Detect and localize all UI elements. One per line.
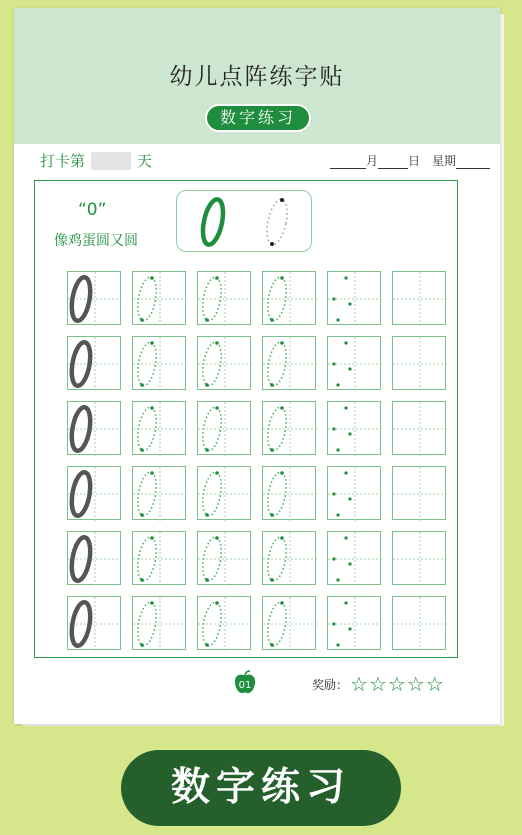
cell-guide (393, 272, 447, 326)
start-dot (280, 406, 284, 410)
grid-cell-blank[interactable] (392, 596, 446, 650)
month-label: 月 (365, 154, 378, 168)
day-field[interactable] (378, 156, 408, 169)
grid-cell-dotted-trace[interactable] (262, 401, 316, 455)
cell-guide (133, 337, 187, 391)
cell-guide (328, 337, 382, 391)
guide-dot (332, 492, 335, 495)
grid-cell-start-dots[interactable] (327, 401, 381, 455)
checkin-suffix: 天 (137, 152, 153, 170)
grid-cell-dotted-trace[interactable] (132, 401, 186, 455)
cell-guide (68, 532, 122, 586)
start-dot (280, 536, 284, 540)
guide-dot (344, 276, 347, 279)
grid-cell-solid-model[interactable] (67, 531, 121, 585)
grid-cell-dotted-trace[interactable] (132, 596, 186, 650)
end-dot (270, 318, 274, 322)
guide-dot (344, 601, 347, 604)
cell-guide (68, 272, 122, 326)
bottom-banner: 数字练习 (121, 750, 401, 826)
solid-zero-green (199, 198, 226, 247)
grid-cell-dotted-trace[interactable] (197, 336, 251, 390)
cell-guide (198, 532, 252, 586)
grid-cell-blank[interactable] (392, 531, 446, 585)
grid-cell-dotted-trace[interactable] (262, 336, 316, 390)
cell-guide (68, 402, 122, 456)
guide-dot (336, 383, 339, 386)
start-dot (280, 471, 284, 475)
checkin-line (40, 150, 152, 171)
grid-cell-dotted-trace[interactable] (197, 401, 251, 455)
start-dot (150, 601, 154, 605)
end-dot (205, 448, 209, 452)
grid-cell-dotted-trace[interactable] (197, 271, 251, 325)
cell-guide (263, 532, 317, 586)
cell-guide (263, 272, 317, 326)
end-dot (140, 643, 144, 647)
end-dot (270, 578, 274, 582)
end-dot (140, 513, 144, 517)
page-number: 01 (238, 680, 252, 691)
cell-guide (133, 597, 187, 651)
grid-cell-dotted-trace[interactable] (197, 596, 251, 650)
grid-cell-start-dots[interactable] (327, 336, 381, 390)
start-dot (215, 601, 219, 605)
day-label: 日 (407, 154, 420, 168)
checkin-prefix: 打卡第 (40, 152, 86, 170)
grid-cell-blank[interactable] (392, 466, 446, 520)
cell-guide (198, 467, 252, 521)
guide-dot (332, 427, 335, 430)
guide-dot (348, 302, 351, 305)
grid-cell-start-dots[interactable] (327, 271, 381, 325)
grid-cell-dotted-trace[interactable] (197, 531, 251, 585)
cell-guide (328, 402, 382, 456)
start-dot (150, 406, 154, 410)
grid-cell-dotted-trace[interactable] (197, 466, 251, 520)
end-dot (270, 383, 274, 387)
header-band (14, 8, 500, 144)
digit-rhyme: 像鸡蛋圆又圆 (54, 233, 138, 249)
cell-guide (263, 597, 317, 651)
month-field[interactable] (330, 156, 366, 169)
end-dot (205, 643, 209, 647)
guide-dot (348, 367, 351, 370)
guide-dot (348, 497, 351, 500)
start-dot (215, 276, 219, 280)
cell-guide (263, 467, 317, 521)
end-dot (140, 383, 144, 387)
start-dot (280, 276, 284, 280)
cell-guide (133, 532, 187, 586)
guide-dot (344, 341, 347, 344)
grid-cell-blank[interactable] (392, 336, 446, 390)
cell-guide (393, 337, 447, 391)
end-dot (140, 318, 144, 322)
start-dot (150, 276, 154, 280)
guide-dot (332, 557, 335, 560)
start-dot (150, 471, 154, 475)
page-title: 幼儿点阵练字贴 (169, 64, 345, 90)
cell-guide (263, 337, 317, 391)
end-dot (140, 578, 144, 582)
digit-quote: “0” (78, 200, 107, 220)
start-dot (215, 536, 219, 540)
guide-dot (336, 513, 339, 516)
cell-guide (68, 337, 122, 391)
grid-cell-dotted-trace[interactable] (132, 466, 186, 520)
grid-cell-blank[interactable] (392, 401, 446, 455)
cell-guide (68, 597, 122, 651)
guide-dot (344, 471, 347, 474)
cell-guide (393, 402, 447, 456)
grid-cell-dotted-trace[interactable] (132, 336, 186, 390)
start-dot (280, 198, 284, 202)
start-dot (280, 341, 284, 345)
stroke-demo-box (176, 190, 312, 252)
cell-guide (133, 272, 187, 326)
grid-cell-dotted-trace[interactable] (132, 531, 186, 585)
cell-guide (198, 402, 252, 456)
apple-icon (232, 670, 258, 696)
start-dot (215, 406, 219, 410)
cell-guide (328, 467, 382, 521)
start-dot (150, 341, 154, 345)
guide-dot (336, 643, 339, 646)
subtitle-badge: 数字练习 (205, 104, 311, 132)
start-dot (215, 341, 219, 345)
cell-guide (198, 597, 252, 651)
guide-dot (336, 448, 339, 451)
cell-guide (328, 532, 382, 586)
start-dot (215, 471, 219, 475)
date-line (330, 152, 490, 169)
grid-cell-dotted-trace[interactable] (262, 271, 316, 325)
end-dot (205, 578, 209, 582)
guide-dot (348, 562, 351, 565)
cell-guide (68, 467, 122, 521)
grid-cell-solid-model[interactable] (67, 596, 121, 650)
cell-guide (133, 402, 187, 456)
grid-cell-dotted-trace[interactable] (262, 596, 316, 650)
end-dot (140, 448, 144, 452)
cell-guide (198, 337, 252, 391)
cell-guide (133, 467, 187, 521)
cell-guide (263, 402, 317, 456)
cell-guide (393, 532, 447, 586)
grid-cell-dotted-trace[interactable] (262, 466, 316, 520)
weekday-label: 星期 (431, 154, 456, 168)
reward-label: 奖励： (312, 677, 349, 692)
start-dot (280, 601, 284, 605)
grid-cell-dotted-trace[interactable] (262, 531, 316, 585)
grid-cell-start-dots[interactable] (327, 466, 381, 520)
reward-stars[interactable]: ☆☆☆☆☆ (350, 672, 445, 696)
guide-dot (348, 627, 351, 630)
cell-guide (198, 272, 252, 326)
grid-cell-start-dots[interactable] (327, 596, 381, 650)
guide-dot (336, 318, 339, 321)
grid-cell-start-dots[interactable] (327, 531, 381, 585)
grid-cell-solid-model[interactable] (67, 466, 121, 520)
checkin-day-field[interactable] (91, 152, 131, 170)
weekday-field[interactable] (456, 156, 490, 169)
grid-cell-solid-model[interactable] (67, 401, 121, 455)
end-dot (270, 448, 274, 452)
end-dot (270, 513, 274, 517)
guide-dot (344, 536, 347, 539)
start-dot (150, 536, 154, 540)
cell-guide (328, 597, 382, 651)
grid-cell-blank[interactable] (392, 271, 446, 325)
stroke-demo (177, 191, 313, 253)
guide-dot (344, 406, 347, 409)
cell-guide (393, 467, 447, 521)
guide-dot (332, 622, 335, 625)
guide-dot (348, 432, 351, 435)
end-dot (270, 643, 274, 647)
cell-guide (393, 597, 447, 651)
guide-dot (336, 578, 339, 581)
end-dot (205, 383, 209, 387)
cell-guide (328, 272, 382, 326)
end-dot (205, 318, 209, 322)
reward-line (312, 672, 445, 696)
guide-dot (332, 362, 335, 365)
grid-cell-solid-model[interactable] (67, 271, 121, 325)
grid-cell-solid-model[interactable] (67, 336, 121, 390)
grid-cell-dotted-trace[interactable] (132, 271, 186, 325)
end-dot (205, 513, 209, 517)
end-dot (270, 242, 274, 246)
guide-dot (332, 297, 335, 300)
dotted-zero-demo (263, 198, 290, 247)
